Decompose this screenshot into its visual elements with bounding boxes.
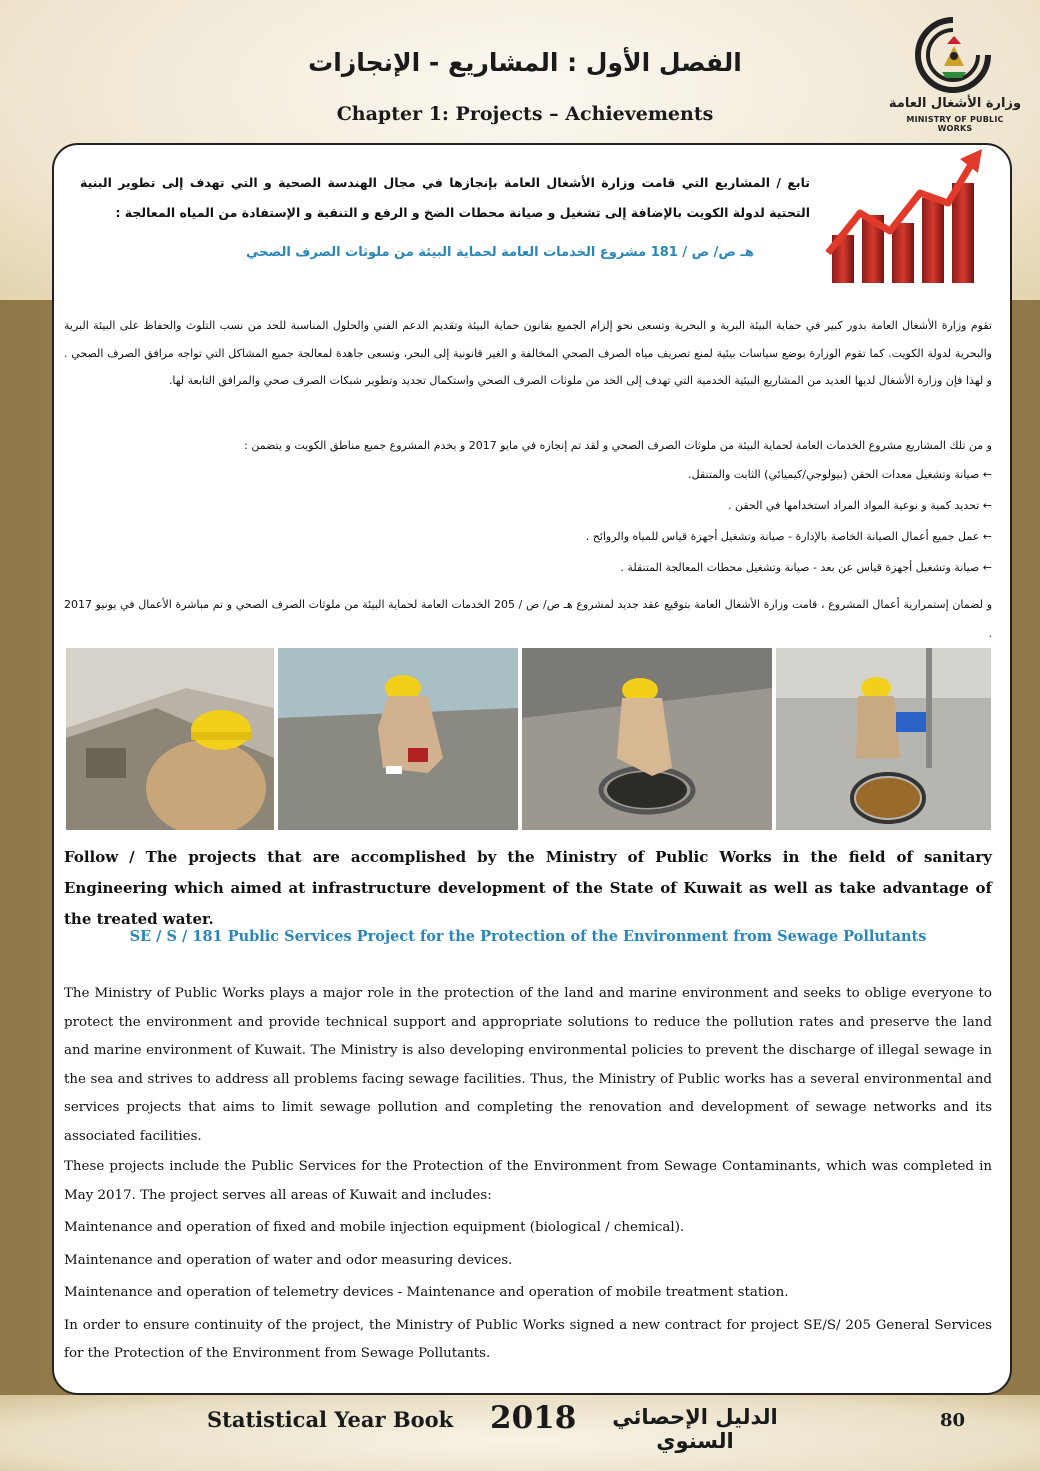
photo-worker-crouching — [66, 648, 274, 830]
ministry-logo — [888, 16, 1022, 133]
arabic-list-item: ← عمل جميع أعمال الصيانة الخاصة بالإدارة - صيانة وتشغيل أجهزة قياس للمياه والروائح . — [585, 530, 992, 543]
photo-strip — [66, 648, 991, 830]
logo-arabic-text: وزارة الأشغال العامة — [888, 96, 1022, 111]
arabic-closing-paragraph: و لضمان إستمرارية أعمال المشروع ، قامت وزارة الأشغال العامة بتوقيع عقد جديد لمشروع هـ ص/ ص / 205 الخدمات العامة لحماية البيئة من ملوثات الصرف الصحي و تم مباشرة الأعمال في يونيو 2017 . — [64, 598, 993, 640]
arabic-closing — [64, 590, 992, 648]
english-intro-text: Follow / The projects that are accomplished by the Ministry of Public Works in the field of sanitary Engineering which aimed at infrastructure development of the State of Kuwait as well as take advantage of the treated water. — [64, 848, 992, 928]
english-project-heading: SE / S / 181 Public Services Project for the Protection of the Environment from Sewage Pollutants — [129, 928, 927, 945]
english-projects-intro: These projects include the Public Services for the Protection of the Environment from Sewage Contaminants, which was completed in May 2017. The project serves all areas of Kuwait and includes: — [64, 1159, 992, 1203]
english-body-paragraph: The Ministry of Public Works plays a major role in the protection of the land and marine environment and seeks to oblige everyone to protect the environment and provide technical support and appropriate solutions to reduce the pollution rates and preserve the land and marine environment of Kuwait. The Ministry is also developing environmental policies to prevent the discharge of illegal sewage in the sea and strives to address all problems facing sewage facilities. Thus, the Ministry of Public works has a several environmental and services projects that aims to limit sewage pollution and completing the renovation and development of sewage networks and its associated facilities. — [64, 986, 992, 1144]
arabic-list-item: ← تحديد كمية و نوعية المواد المراد استخدامها في الحقن . — [727, 499, 992, 512]
english-body — [64, 980, 992, 1369]
growth-chart-icon — [820, 143, 990, 293]
arabic-body-paragraph: تقوم وزارة الأشغال العامة بدور كبير في حماية البيئة البرية و البحرية وتسعى نحو إلزام الجميع بقانون حماية البيئة وتقديم الدعم الفني والحلول المناسبة للحد من نسب التلوث والحفاظ على البيئة البرية والبحرية لدولة الكويت. كما تقوم الوزارة بوضع سياسات بيئية لمنع تصريف مياه الصرف الصحي المخالفة و الغير قانونية إلى البحر، وتسعى جاهدة لمعالجة جميع المشاكل التي تواجه مرافق الصرف الصحي . و لهذا فإن وزارة الأشغال لديها العديد من المشاريع البيئية الخدمية التي تهدف إلى الحد من ملوثات الصرف الصحي واستكمال تجديد وتطوير شبكات الصرف صحي والمرافق التابعة لها. — [64, 319, 992, 387]
english-list-item: Maintenance and operation of fixed and mobile injection equipment (biological / chemical). — [64, 1220, 685, 1235]
arabic-project-heading: هـ ص/ ص / 181 مشروع الخدمات العامة لحماية البيئة من ملوثات الصرف الصحي — [246, 245, 754, 260]
english-list-item: Maintenance and operation of water and odor measuring devices. — [64, 1252, 513, 1268]
ministry-emblem-icon — [914, 16, 992, 94]
arabic-list-item: ← صيانة وتشغيل معدات الحقن (بيولوجي/كيميائي) الثابت والمتنقل. — [688, 468, 992, 481]
english-closing-paragraph: In order to ensure continuity of the project, the Ministry of Public Works signed a new contract for project SE/S/ 205 General Services for the Protection of the Environment from Sewage Pollutants. — [64, 1317, 992, 1361]
photo-worker-measuring — [776, 648, 991, 830]
arabic-projects-intro: و من تلك المشاريع مشروع الخدمات العامة لحماية البيئة من ملوثات الصرف الصحي و لقد تم إنجازه في مايو 2017 و يخدم المشروع جميع مناطق الكويت و يتضمن : — [244, 439, 992, 452]
photo-worker-sampling — [278, 648, 518, 830]
photo-worker-manhole — [522, 648, 772, 830]
page-number: 80 — [940, 1410, 966, 1431]
footer-book-title-arabic: الدليل الإحصائي السنوي — [612, 1405, 778, 1453]
logo-english-text: MINISTRY OF PUBLIC WORKS — [906, 115, 1004, 133]
arabic-list-item: ← صيانة وتشغيل أجهزة قياس عن بعد - صيانة وتشغيل محطات المعالجة المتنقلة . — [620, 561, 992, 574]
english-list-item: Maintenance and operation of telemetry devices - Maintenance and operation of mobile treatment station. — [64, 1285, 789, 1300]
footer-year: 2018 — [490, 1400, 577, 1436]
chapter-title-english: Chapter 1: Projects – Achievements — [336, 103, 714, 125]
footer-book-title-english: Statistical Year Book — [207, 1407, 454, 1432]
arabic-project-list — [64, 432, 992, 583]
chapter-title-arabic: الفصل الأول : المشاريع - الإنجازات — [308, 48, 742, 77]
arabic-intro-text: تابع / المشاريع التي قامت وزارة الأشغال العامة بإنجازها في مجال الهندسة الصحية و التي تهدف إلى تطوير البنية التحتية لدولة الكويت بالإضافة إلى تشغيل و صيانة محطات الضخ و الرفع و التنقية و الإستفادة من المياه المعالجة : — [80, 175, 810, 220]
arabic-body — [64, 312, 992, 395]
